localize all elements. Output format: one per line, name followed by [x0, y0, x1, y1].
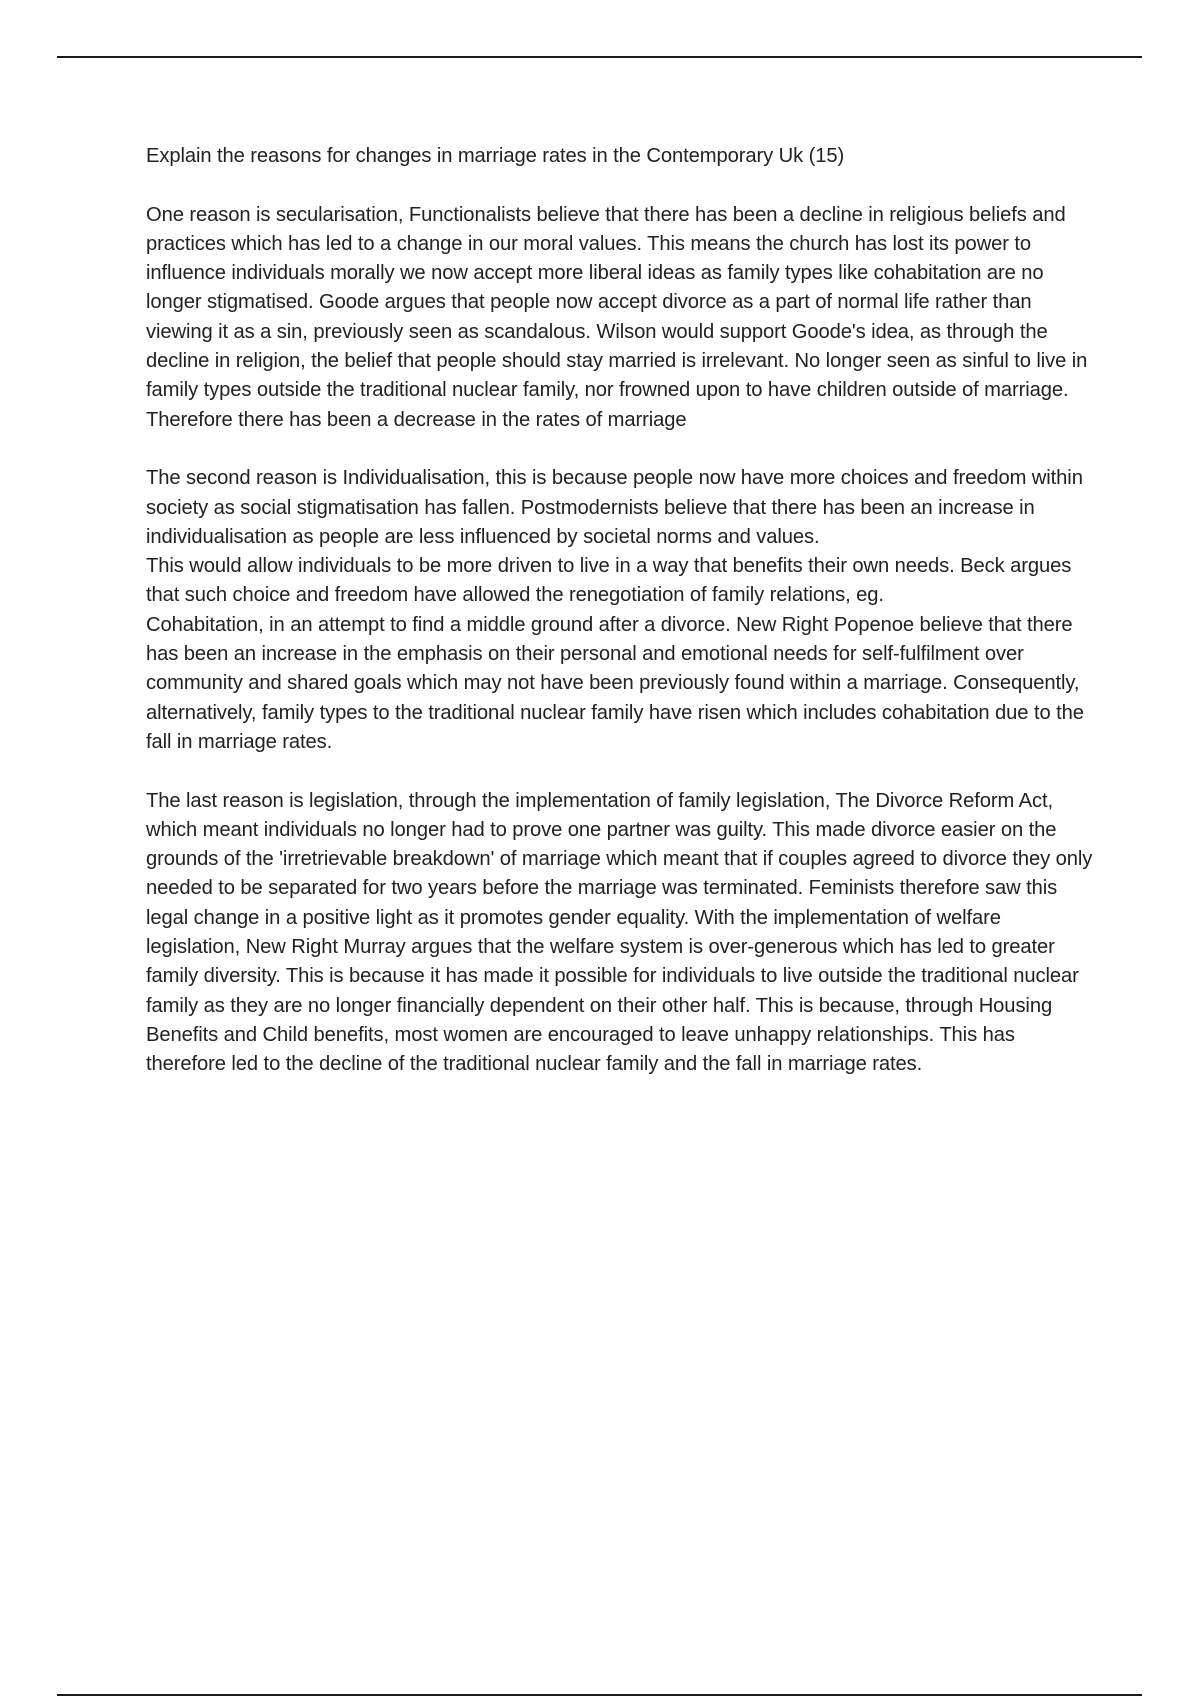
document-body	[146, 142, 1096, 1109]
paragraph-legislation: The last reason is legislation, through the implementation of family legislation, The Divorce Reform Act, which meant individuals no longer had to prove one partner was guilty. This made divorce easier on the grounds of the 'irretrievable breakdown' of marriage which meant that if couples agreed to divorce they only needed to be separated for two years before the marriage was terminated. Feminists therefore saw this legal change in a positive light as it promotes gender equality. With the implementation of welfare legislation, New Right Murray argues that the welfare system is over-generous which has led to greater family diversity. This is because it has made it possible for individuals to live outside the traditional nuclear family as they are no longer financially dependent on their other half. This is because, through Housing Benefits and Child benefits, most women are encouraged to leave unhappy relationships. This has therefore led to the decline of the traditional nuclear family and the fall in marriage rates.	[146, 789, 1093, 1076]
footer-rule	[57, 1694, 1142, 1696]
paragraph-individualisation: The second reason is Individualisation, this is because people now have more choices and freedom within society as social stigmatisation has fallen. Postmodernists believe that there has been an increase in individualisation as people are less influenced by societal norms and values.	[146, 467, 1083, 548]
header-rule	[57, 56, 1142, 58]
essay-question-title: Explain the reasons for changes in marriage rates in the Contemporary Uk (15)	[146, 145, 845, 167]
paragraph-cohabitation: Cohabitation, in an attempt to find a middle ground after a divorce. New Right Popenoe believe that there has been an increase in the emphasis on their personal and emotional needs for self-fulfilment over community and shared goals which may not have been previously found within a marriage. Consequently, alternatively, family types to the traditional nuclear family have risen which includes cohabitation due to the fall in marriage rates.	[146, 613, 1084, 753]
paragraph-secularisation: One reason is secularisation, Functionalists believe that there has been a decline in religious beliefs and practices which has led to a change in our moral values. This means the church has lost its power to influence individuals morally we now accept more liberal ideas as family types like cohabitation are no longer stigmatised. Goode argues that people now accept divorce as a part of normal life rather than viewing it as a sin, previously seen as scandalous. Wilson would support Goode's idea, as through the decline in religion, the belief that people should stay married is irrelevant. No longer seen as sinful to live in family types outside the traditional nuclear family, nor frowned upon to have children outside of marriage. Therefore there has been a decrease in the rates of marriage	[146, 203, 1088, 431]
paragraph-individual-needs: This would allow individuals to be more driven to live in a way that benefits their own needs. Beck argues that such choice and freedom have allowed the renegotiation of family relations, eg.	[146, 555, 1072, 607]
